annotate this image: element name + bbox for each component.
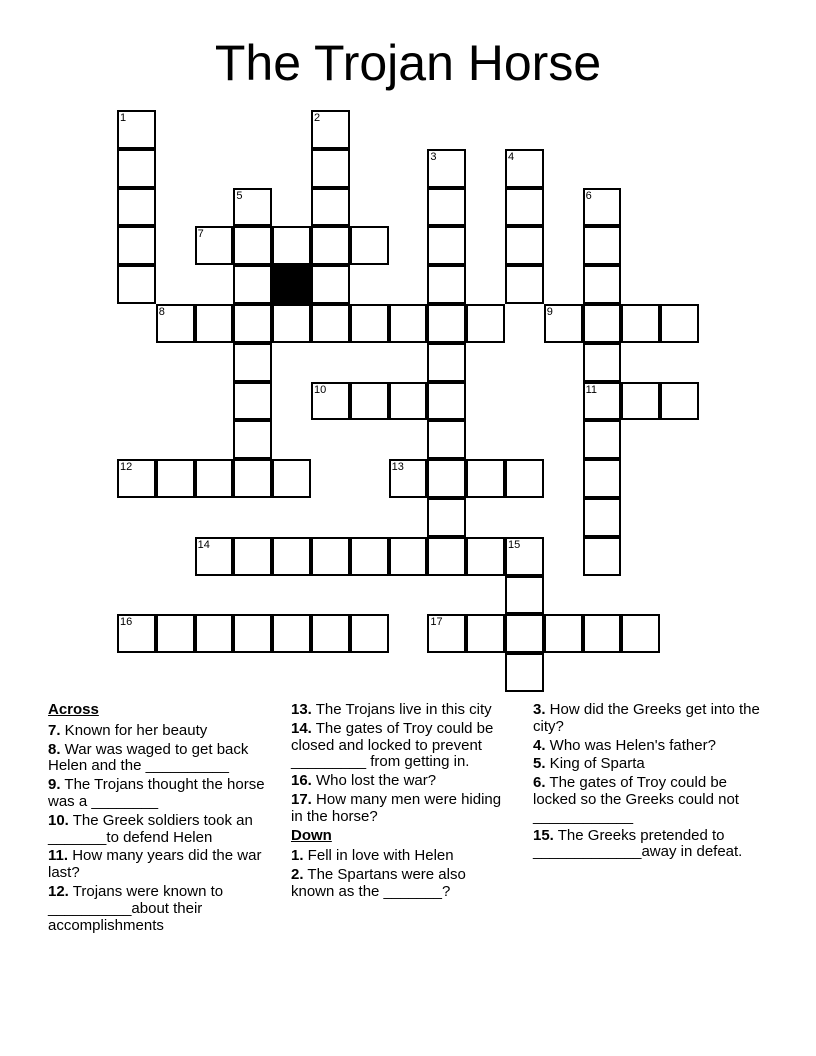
clue-item	[48, 777, 268, 811]
cell-number: 13	[391, 461, 404, 474]
grid-cell[interactable]	[272, 304, 311, 343]
clue-number: 9.	[48, 776, 61, 794]
grid-cell[interactable]	[583, 614, 622, 653]
clue-text: The gates of Troy could be closed and locked to prevent _________ from getting in.	[291, 719, 494, 771]
down-heading: Down	[291, 826, 332, 844]
clue-item	[291, 773, 511, 790]
grid-cell[interactable]	[233, 614, 272, 653]
grid-cell[interactable]	[544, 304, 583, 343]
grid-cell[interactable]	[466, 614, 505, 653]
grid-cell[interactable]	[350, 304, 389, 343]
clue-text: Known for her beauty	[60, 721, 208, 739]
across-heading: Across	[48, 701, 99, 718]
clue-number: 14.	[291, 719, 312, 737]
cell-number: 8	[158, 306, 165, 318]
grid-cell[interactable]	[311, 304, 350, 343]
clue-text: The Greek soldiers took an _______to defend Helen	[48, 811, 253, 846]
grid-cell[interactable]	[544, 614, 583, 653]
grid-cell[interactable]	[583, 382, 622, 421]
grid-cell[interactable]	[233, 343, 272, 382]
grid-cell[interactable]	[233, 188, 272, 227]
grid-cell[interactable]	[427, 149, 466, 188]
cell-number: 3	[430, 150, 437, 163]
grid-cell[interactable]	[583, 226, 622, 265]
clue-text: War was waged to get back Helen and the __________	[48, 740, 249, 775]
grid-cell[interactable]	[621, 304, 660, 343]
clue-text: The Greeks pretended to _____________away in defeat.	[533, 826, 743, 861]
grid-cell[interactable]	[505, 653, 544, 692]
grid-cell[interactable]	[427, 343, 466, 382]
clue-number: 5.	[533, 755, 546, 773]
clue-item	[48, 848, 268, 882]
grid-cell[interactable]	[583, 188, 622, 227]
clue-item	[533, 775, 768, 825]
clue-item	[291, 848, 511, 865]
grid-cell[interactable]	[195, 459, 234, 498]
grid-cell[interactable]	[466, 537, 505, 576]
grid-cell[interactable]	[583, 459, 622, 498]
grid-cell[interactable]	[311, 149, 350, 188]
grid-cell[interactable]	[389, 382, 428, 421]
clue-text: How did the Greeks get into the city?	[533, 701, 760, 735]
clue-item	[533, 756, 768, 773]
grid-cell[interactable]	[583, 498, 622, 537]
grid-cell[interactable]	[505, 265, 544, 304]
clue-number: 6.	[533, 774, 546, 792]
grid-cell[interactable]	[156, 614, 195, 653]
grid-cell[interactable]	[505, 537, 544, 576]
clue-number: 17.	[291, 790, 312, 808]
clue-item	[533, 738, 768, 755]
clue-item	[291, 721, 511, 771]
clue-item	[48, 742, 268, 776]
grid-cell[interactable]	[233, 459, 272, 498]
grid-cell[interactable]	[350, 226, 389, 265]
grid-cell[interactable]	[466, 459, 505, 498]
clue-number: 8.	[48, 740, 61, 758]
clue-text: How many men were hiding in the horse?	[291, 790, 502, 825]
clue-text: The Trojans thought the horse was a ________	[48, 776, 265, 810]
clue-number: 11.	[48, 847, 69, 865]
cell-number: 6	[585, 189, 592, 202]
clue-number: 10.	[48, 811, 69, 829]
cell-number: 16	[120, 616, 133, 629]
clues-column-2	[291, 702, 511, 903]
grid-cell[interactable]	[389, 304, 428, 343]
cell-number: 11	[585, 383, 598, 396]
grid-cell[interactable]	[389, 537, 428, 576]
clue-item	[533, 702, 768, 736]
grid-cell[interactable]	[427, 188, 466, 227]
clue-text: King of Sparta	[545, 755, 645, 773]
cell-number: 5	[236, 189, 243, 202]
grid-cell[interactable]	[583, 304, 622, 343]
clue-number: 2.	[291, 866, 304, 884]
grid-cell[interactable]	[583, 420, 622, 459]
grid-cell[interactable]	[117, 188, 156, 227]
grid-cell[interactable]	[272, 459, 311, 498]
grid-cell[interactable]	[195, 226, 234, 265]
grid-cell[interactable]	[505, 226, 544, 265]
clue-number: 15.	[533, 826, 554, 844]
clue-item	[48, 723, 268, 740]
grid-cell[interactable]	[233, 537, 272, 576]
grid-cell[interactable]	[233, 265, 272, 304]
clue-item	[291, 867, 511, 901]
grid-cell[interactable]	[233, 226, 272, 265]
grid-cell[interactable]	[117, 226, 156, 265]
clue-text: The Trojans live in this city	[311, 701, 492, 718]
clue-number: 4.	[533, 736, 546, 754]
grid-cell[interactable]	[389, 459, 428, 498]
grid-cell[interactable]	[350, 537, 389, 576]
grid-cell[interactable]	[660, 304, 699, 343]
grid-cell[interactable]	[311, 226, 350, 265]
cell-number: 15	[508, 538, 521, 551]
grid-cell[interactable]	[311, 265, 350, 304]
grid-cell[interactable]	[427, 265, 466, 304]
grid-cell[interactable]	[195, 304, 234, 343]
clue-text: The gates of Troy could be locked so the Greeks could not ____________	[533, 774, 739, 825]
cell-number: 12	[120, 461, 133, 474]
grid-cell[interactable]	[272, 537, 311, 576]
grid-cell[interactable]	[195, 537, 234, 576]
grid-cell[interactable]	[195, 614, 234, 653]
grid-cell[interactable]	[427, 226, 466, 265]
clue-text: How many years did the war last?	[48, 847, 262, 882]
grid-cell[interactable]	[233, 382, 272, 421]
grid-cell[interactable]	[583, 343, 622, 382]
clue-number: 12.	[48, 882, 69, 900]
grid-cell[interactable]	[117, 265, 156, 304]
cell-number: 7	[197, 228, 204, 241]
cell-number: 2	[314, 112, 321, 124]
grid-cell[interactable]	[311, 537, 350, 576]
grid-cell[interactable]	[621, 614, 660, 653]
clue-number: 7.	[48, 721, 61, 739]
grid-cell[interactable]	[117, 614, 156, 653]
grid-cell[interactable]	[156, 459, 195, 498]
grid-cell[interactable]	[233, 420, 272, 459]
grid-cell[interactable]	[505, 459, 544, 498]
grid-cell[interactable]	[427, 498, 466, 537]
cell-number: 9	[546, 306, 553, 318]
grid-cell[interactable]	[117, 110, 156, 149]
grid-cell[interactable]	[350, 382, 389, 421]
grid-cell[interactable]	[427, 537, 466, 576]
grid-cell[interactable]	[311, 614, 350, 653]
clue-item	[291, 792, 511, 826]
clue-text: Who was Helen's father?	[545, 736, 716, 754]
clue-number: 16.	[291, 772, 312, 790]
grid-cell[interactable]	[505, 188, 544, 227]
grid-cell[interactable]	[621, 382, 660, 421]
puzzle-title: The Trojan Horse	[214, 35, 602, 91]
grid-cell[interactable]	[583, 537, 622, 576]
grid-cell[interactable]	[311, 188, 350, 227]
grid-cell[interactable]	[505, 576, 544, 615]
cell-number: 4	[508, 150, 515, 163]
grid-cell[interactable]	[505, 614, 544, 653]
grid-cell[interactable]	[350, 614, 389, 653]
grid-cell[interactable]	[311, 110, 350, 149]
clue-item	[48, 884, 268, 934]
cell-number: 10	[314, 383, 327, 396]
grid-cell[interactable]	[427, 382, 466, 421]
grid-cell[interactable]	[660, 382, 699, 421]
grid-cell[interactable]	[311, 382, 350, 421]
clue-number: 1.	[291, 847, 304, 865]
cell-number: 1	[120, 112, 127, 124]
clue-item	[533, 828, 768, 862]
clue-item	[48, 813, 268, 847]
clue-text: Who lost the war?	[311, 772, 437, 790]
grid-cell[interactable]	[117, 459, 156, 498]
clue-number: 3.	[533, 701, 546, 718]
grid-cell[interactable]	[427, 304, 466, 343]
grid-cell[interactable]	[427, 420, 466, 459]
clues-column-1	[48, 702, 268, 936]
grid-cell[interactable]	[233, 304, 272, 343]
black-cell	[272, 265, 311, 304]
cell-number: 14	[197, 538, 210, 551]
clue-number: 13.	[291, 701, 312, 718]
grid-cell[interactable]	[466, 304, 505, 343]
clue-text: Trojans were known to __________about their accomplishments	[48, 882, 224, 934]
clue-text: The Spartans were also known as the _______?	[291, 866, 466, 900]
grid-cell[interactable]	[117, 149, 156, 188]
grid-cell[interactable]	[505, 149, 544, 188]
clues-column-3	[533, 702, 768, 863]
clue-item	[291, 702, 511, 719]
grid-cell[interactable]	[427, 459, 466, 498]
cell-number: 17	[430, 616, 443, 629]
grid-cell[interactable]	[427, 614, 466, 653]
grid-cell[interactable]	[583, 265, 622, 304]
grid-cell[interactable]	[272, 226, 311, 265]
grid-cell[interactable]	[272, 614, 311, 653]
grid-cell[interactable]	[156, 304, 195, 343]
clue-text: Fell in love with Helen	[303, 847, 454, 865]
